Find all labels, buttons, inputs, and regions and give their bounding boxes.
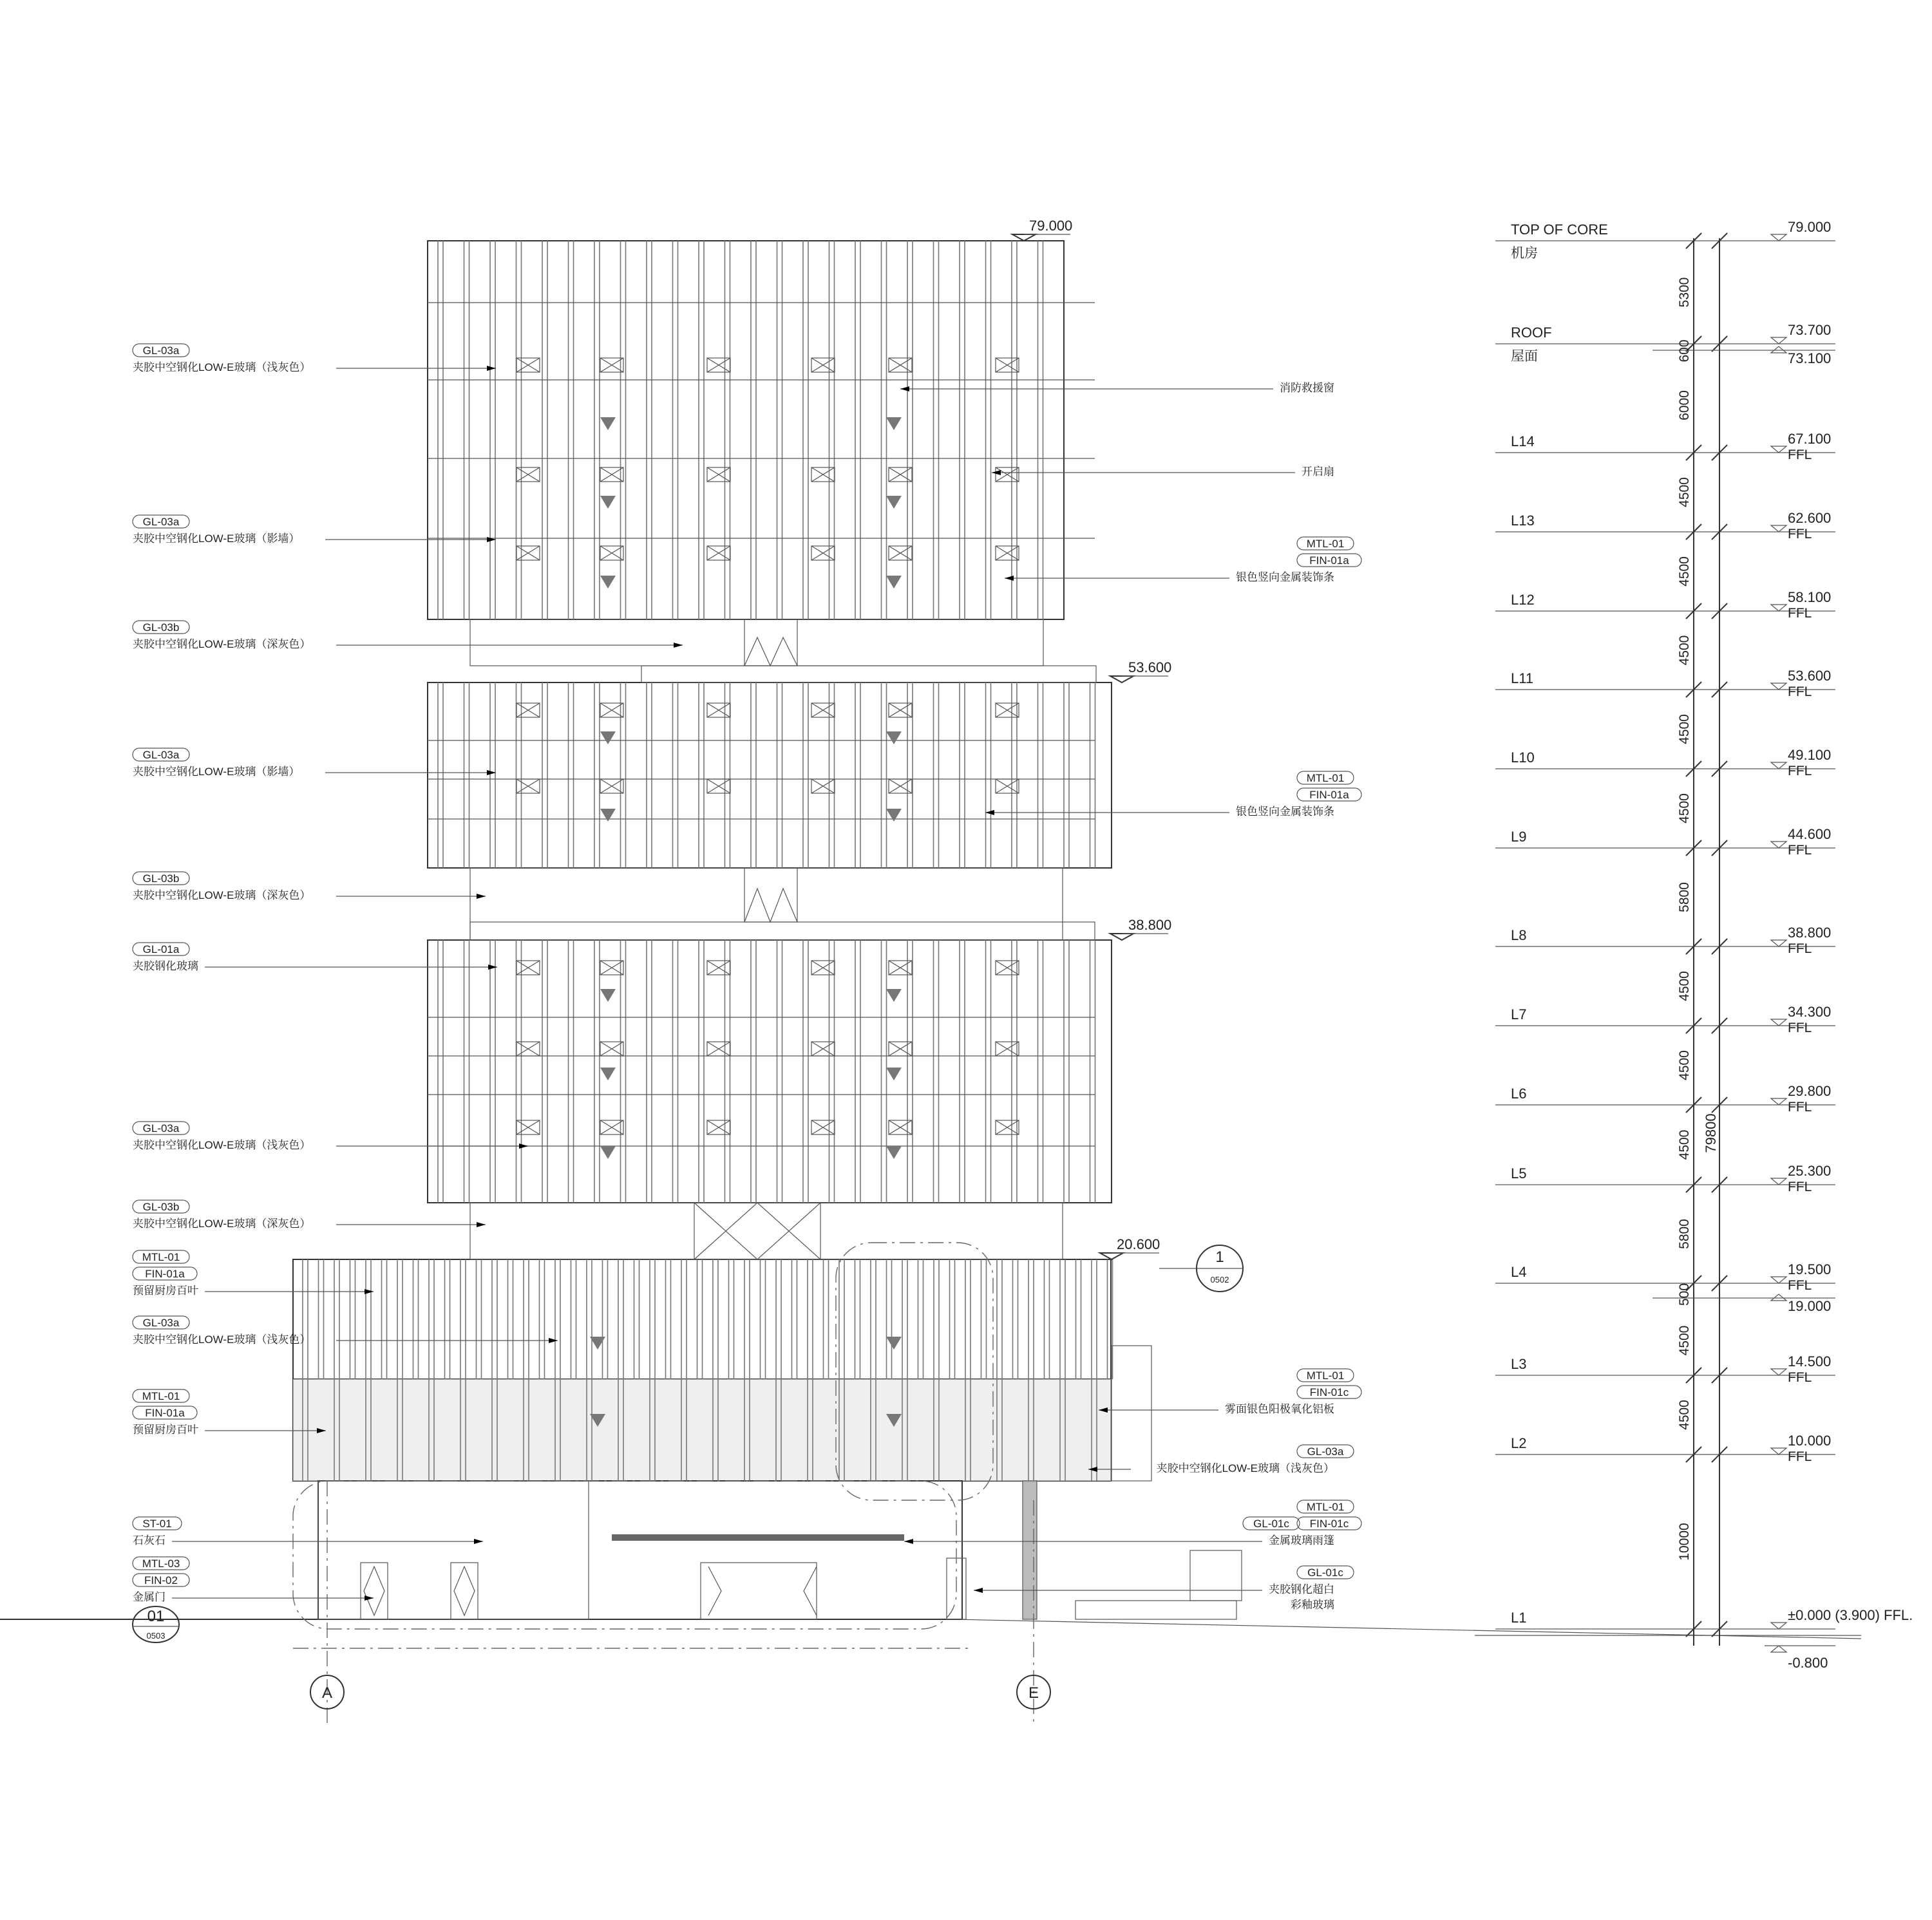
facade-mullions [303,241,1113,1481]
callout-text: 夹胶中空钢化LOW-E玻璃（浅灰色） [1156,1462,1334,1474]
openable-panel-cross [811,779,835,793]
leader-arrow [549,1338,558,1343]
level-row [1495,589,1835,621]
level-row [1495,747,1835,778]
leader-arrow [477,894,486,899]
segment-dimension: 10000 [1677,1523,1692,1561]
level-ffl: FFL [1788,447,1812,462]
level-elevation: 44.600 [1788,826,1832,842]
callout-text: 石灰石 [133,1534,166,1547]
callout-text: 开启扇 [1302,466,1334,478]
level-row [1495,510,1835,541]
level-name: ROOF [1511,325,1552,341]
level-name: L8 [1511,927,1527,943]
level-ffl: FFL [1788,1100,1812,1115]
openable-panel-cross [600,546,623,560]
material-tag: MTL-01 [1306,1501,1345,1513]
openable-panel-cross [600,961,623,975]
leader-arrow [487,537,496,542]
level-elevation: 62.600 [1788,510,1832,526]
level-elevation: 53.600 [1788,668,1832,684]
level-elevation: 19.500 [1788,1261,1832,1277]
leader-arrow [365,1595,374,1601]
level-ffl: FFL [1788,1449,1812,1464]
segment-dimension: 5300 [1677,277,1692,308]
segment-dimension: 5800 [1677,882,1692,912]
level-subtitle: 屋面 [1511,349,1538,364]
level-name: L2 [1511,1435,1527,1451]
level-marker-icon [1771,605,1786,611]
material-tag: GL-03a [142,1317,180,1329]
rescue-window-marker [886,1146,902,1159]
callout-text: 消防救援窗 [1280,382,1334,394]
level-marker-icon [1771,1623,1786,1629]
ground-elevation: -0.800 [1788,1655,1828,1671]
level-marker-icon [1771,1178,1786,1185]
left-callout[interactable] [133,872,486,901]
left-callout[interactable] [133,344,496,373]
segment-dimension: 4500 [1677,793,1692,824]
level-elevation: 29.800 [1788,1083,1832,1099]
level-row [1495,925,1835,956]
openable-panel-cross [516,546,540,560]
leader-arrow [365,1289,374,1294]
openable-panel-cross [811,546,835,560]
level-elevation: 14.500 [1788,1353,1832,1369]
grid-axis-label: E [1028,1684,1039,1702]
segment-dimension: 6000 [1677,390,1692,420]
callout-text: 夹胶中空钢化LOW-E玻璃（浅灰色） [133,361,311,373]
openable-panel-cross [516,961,540,975]
openable-panel-cross [707,703,730,717]
level-ffl: FFL [1788,684,1812,699]
level-marker-icon [1771,446,1786,453]
openable-panel-cross [811,358,835,372]
elev-label-20600: 20.600 [1117,1236,1160,1252]
upper-block [428,241,1064,619]
elev-label-38800: 38.800 [1128,917,1172,933]
level-name: L11 [1511,670,1534,686]
openable-panel-cross [889,1120,912,1134]
material-tag: GL-01a [142,943,180,955]
level-elevation-secondary: 73.100 [1788,350,1832,366]
level-ffl: FFL [1788,843,1812,858]
openable-panel-cross [996,703,1019,717]
leader-arrow [974,1588,983,1593]
openable-panel-cross [516,1042,540,1056]
left-callout[interactable] [133,748,496,778]
openable-panel-cross [600,779,623,793]
openable-panel-cross [707,779,730,793]
level-name: L4 [1511,1264,1527,1280]
openable-panel-cross [600,1042,623,1056]
level-row [1495,1004,1835,1035]
segment-dimension: 4500 [1677,1129,1692,1160]
callout-text: 金属门 [133,1591,166,1603]
leader-arrow [487,770,496,775]
rescue-window-marker [600,576,616,588]
material-tag: GL-03b [142,1201,180,1213]
section-number: 1 [1215,1248,1224,1266]
callout-text: 银色竖向金属装饰条 [1236,571,1334,583]
leader-arrow [900,386,909,391]
material-tag: MTL-03 [142,1558,180,1570]
level-name: L1 [1511,1610,1527,1626]
segment-dimension: 4500 [1677,1050,1692,1080]
material-tag: MTL-01 [1306,772,1345,784]
callout-text: 金属玻璃雨篷 [1269,1534,1334,1547]
elevation-marker-53600 [1110,659,1171,682]
right-callout[interactable] [900,382,1334,394]
callout-text: 夹胶中空钢化LOW-E玻璃（深灰色） [133,638,311,650]
callout-text: 银色竖向金属装饰条 [1236,805,1334,818]
leader-arrow [674,643,683,648]
level-marker-icon [1771,940,1786,946]
level-marker-icon [1771,337,1786,344]
leader-arrow [992,470,1001,475]
openable-panel-cross [889,961,912,975]
total-dimension: 79800 [1703,1113,1719,1153]
level-marker-icon [1771,1294,1786,1301]
material-tag: MTL-01 [1306,538,1345,550]
openable-panel-cross [996,546,1019,560]
rescue-window-marker [886,496,902,509]
material-tag: GL-03b [142,872,180,885]
detail-number: 01 [147,1608,165,1625]
material-tag: MTL-01 [142,1390,180,1402]
leader-arrow [487,366,496,371]
level-ffl: FFL [1788,1021,1812,1035]
level-ffl: FFL [1788,1370,1812,1385]
segment-dimension: 4500 [1677,714,1692,744]
level-ffl: FFL [1788,606,1812,621]
level-name: TOP OF CORE [1511,221,1608,238]
level-elevation: ±0.000 (3.900) FFL. [1788,1607,1913,1623]
level-row [1495,1083,1835,1115]
level-row [1495,431,1835,462]
openable-panel-cross [516,779,540,793]
callout-text: 预留厨房百叶 [133,1424,198,1436]
right-callout[interactable] [904,1500,1361,1547]
material-tag: FIN-01a [145,1268,185,1280]
rescue-window-marker [600,417,616,430]
callout-text: 夹胶中空钢化LOW-E玻璃（浅灰色） [133,1333,311,1346]
openable-panel-cross [811,467,835,482]
material-tag: GL-03a [142,516,180,528]
level-row [1495,1433,1835,1464]
material-tag: GL-03a [142,1122,180,1134]
rescue-window-marker [886,1068,902,1080]
callout-text: 夹胶中空钢化LOW-E玻璃（浅灰色） [133,1139,311,1151]
level-name: L6 [1511,1086,1527,1102]
openable-panel-cross [811,1042,835,1056]
level-marker-icon [1771,1019,1786,1026]
material-tag: GL-01c [1307,1567,1343,1579]
right-callout[interactable] [1005,537,1361,583]
material-tag: FIN-01a [1309,554,1349,567]
level-schedule [1495,219,1913,1671]
material-tag: FIN-01a [145,1407,185,1419]
material-tag: FIN-01a [1309,789,1349,801]
level-elevation: 58.100 [1788,589,1832,605]
openable-panel-cross [707,961,730,975]
level-name: L3 [1511,1356,1527,1372]
openable-panel-cross [996,779,1019,793]
segment-dimension: 4500 [1677,556,1692,587]
left-callout[interactable] [133,1250,374,1297]
material-tag: ST-01 [142,1518,172,1530]
level-name: L9 [1511,829,1527,845]
segment-dimension: 4500 [1677,1400,1692,1430]
rescue-window-marker [600,809,616,822]
leader-arrow [519,1144,528,1149]
segment-dimension: 4500 [1677,1325,1692,1356]
level-row [1495,322,1835,366]
leader-arrow [1005,576,1014,581]
level-marker-icon [1771,1448,1786,1454]
level-row [1495,668,1835,699]
openable-panel-cross [707,1042,730,1056]
level-subtitle: 机房 [1511,246,1538,261]
openable-panel-cross [516,358,540,372]
leader-arrow [904,1539,913,1544]
level-marker-icon [1771,1369,1786,1375]
openable-panel-cross [996,961,1019,975]
left-callout[interactable] [133,1200,486,1230]
detail-sheet: 0503 [146,1631,166,1641]
leader-arrow [477,1222,486,1227]
rescue-window-marker [886,731,902,744]
left-callout[interactable] [133,1316,558,1346]
rescue-window-marker [886,576,902,588]
level-name: L10 [1511,749,1535,766]
openable-panel-cross [811,703,835,717]
openable-panel-cross [600,358,623,372]
material-tag: FIN-02 [144,1574,178,1586]
level-elevation: 73.700 [1788,322,1832,338]
openable-panel-cross [996,1042,1019,1056]
openable-panel-cross [600,467,623,482]
level-elevation: 49.100 [1788,747,1832,763]
level-row [1495,1353,1835,1385]
section-sheet: 0502 [1210,1275,1229,1285]
rescue-window-marker [600,1146,616,1159]
level-ffl: FFL [1788,764,1812,778]
level-marker-icon [1771,234,1786,241]
leader-arrow [985,810,994,815]
material-tag: GL-03a [142,749,180,761]
openable-panel-cross [600,1120,623,1134]
level-elevation: 25.300 [1788,1163,1832,1179]
callout-text: 预留厨房百叶 [133,1285,198,1297]
level-row [1495,219,1835,261]
material-tag: MTL-01 [1306,1369,1345,1382]
rescue-window-marker [886,1337,902,1350]
section-marker[interactable] [1159,1245,1243,1292]
left-callout[interactable] [133,1517,483,1547]
ground-level [1765,1646,1835,1671]
right-callout[interactable] [1099,1369,1361,1415]
rescue-window-marker [600,1068,616,1080]
segment-dimension: 4500 [1677,477,1692,507]
detail-marker[interactable] [133,1606,179,1642]
callout-text: 夹胶中空钢化LOW-E玻璃（影墙） [133,766,300,778]
callout-text: 夹胶钢化玻璃 [133,960,198,972]
openable-panel-cross [600,703,623,717]
segment-dimension: 4500 [1677,635,1692,666]
left-callout[interactable] [133,515,496,545]
level-elevation: 79.000 [1788,219,1832,235]
rescue-window-marker [600,989,616,1002]
rescue-window-marker [600,496,616,509]
right-callout[interactable] [1088,1445,1354,1474]
material-tag: GL-03a [1307,1445,1344,1458]
callout-text: 彩釉玻璃 [1291,1599,1334,1611]
elev-label-top: 79.000 [1029,218,1073,234]
segment-dimension: 600 [1677,339,1692,362]
ground-floor [318,1481,962,1619]
lower-block [428,940,1112,1203]
level-name: L5 [1511,1165,1527,1181]
level-row [1495,1163,1835,1194]
level-marker-icon [1771,1277,1786,1283]
level-ffl: FFL [1788,527,1812,541]
level-elevation-secondary: 19.000 [1788,1298,1832,1314]
level-name: L12 [1511,592,1535,608]
left-callout[interactable] [133,943,497,972]
openable-panel-cross [996,358,1019,372]
segment-dimension: 4500 [1677,971,1692,1001]
openable-panel-cross [889,546,912,560]
callout-text: 夹胶中空钢化LOW-E玻璃（影墙） [133,532,300,545]
elevation-marker-20600 [1100,1236,1160,1259]
callout-text: 雾面银色阳极氧化铝板 [1225,1403,1334,1415]
segment-dimension: 500 [1677,1283,1692,1306]
openable-panel-cross [889,779,912,793]
level-marker-icon [1771,1646,1786,1652]
middle-block [428,682,1112,868]
rescue-window-marker [886,809,902,822]
material-tag: MTL-01 [142,1251,180,1263]
openable-panel-cross [811,961,835,975]
right-callout[interactable] [985,771,1361,818]
callout-text: 夹胶中空钢化LOW-E玻璃（深灰色） [133,889,311,901]
openable-panel-cross [996,1120,1019,1134]
level-name: L14 [1511,433,1535,449]
level-ffl: FFL [1788,1180,1812,1194]
rescue-window-marker [886,417,902,430]
openable-panel-cross [516,467,540,482]
openable-panel-cross [707,546,730,560]
openable-panel-cross [707,358,730,372]
openable-panel-cross [889,1042,912,1056]
level-row [1495,826,1835,858]
left-callout[interactable] [133,1557,374,1603]
material-tag: GL-03a [142,344,180,357]
openable-panel-cross [889,703,912,717]
leader-arrow [474,1539,483,1544]
leader-arrow [488,965,497,970]
openable-panel-cross [811,1120,835,1134]
level-elevation: 34.300 [1788,1004,1832,1020]
level-row [1495,1261,1835,1314]
openable-panel-cross [889,358,912,372]
level-ffl: FFL [1788,941,1812,956]
building-elevation [0,241,1861,1726]
openable-panel-cross [707,1120,730,1134]
callout-text: 夹胶钢化超白 [1269,1583,1334,1595]
level-marker-icon [1771,762,1786,769]
material-tag: FIN-01c [1309,1386,1349,1398]
rescue-window-marker [886,989,902,1002]
level-name: L7 [1511,1006,1527,1022]
elevation-marker-top [1012,218,1072,241]
level-marker-icon [1771,683,1786,690]
level-name: L13 [1511,513,1535,529]
level-ffl: FFL [1788,1278,1812,1293]
rescue-window-marker [600,731,616,744]
level-marker-icon [1771,525,1786,532]
openable-panel-cross [889,467,912,482]
level-marker-icon [1771,1098,1786,1105]
elev-label-53600: 53.600 [1128,659,1172,675]
level-elevation: 67.100 [1788,431,1832,447]
openable-panel-cross [516,1120,540,1134]
callout-text: 夹胶中空钢化LOW-E玻璃（深灰色） [133,1218,311,1230]
elevation-marker-38800 [1110,917,1171,940]
level-marker-icon [1771,842,1786,848]
level-elevation: 38.800 [1788,925,1832,941]
material-tag: GL-03b [142,621,180,634]
material-tag: FIN-01c [1309,1518,1349,1530]
openable-panel-cross [707,467,730,482]
grid-axis-label: A [321,1684,333,1702]
level-elevation: 10.000 [1788,1433,1832,1449]
level-marker-icon [1771,346,1786,353]
left-callout[interactable] [133,621,683,650]
segment-dimension: 5800 [1677,1219,1692,1249]
material-tag: GL-01c [1253,1518,1289,1530]
openable-panel-cross [516,703,540,717]
